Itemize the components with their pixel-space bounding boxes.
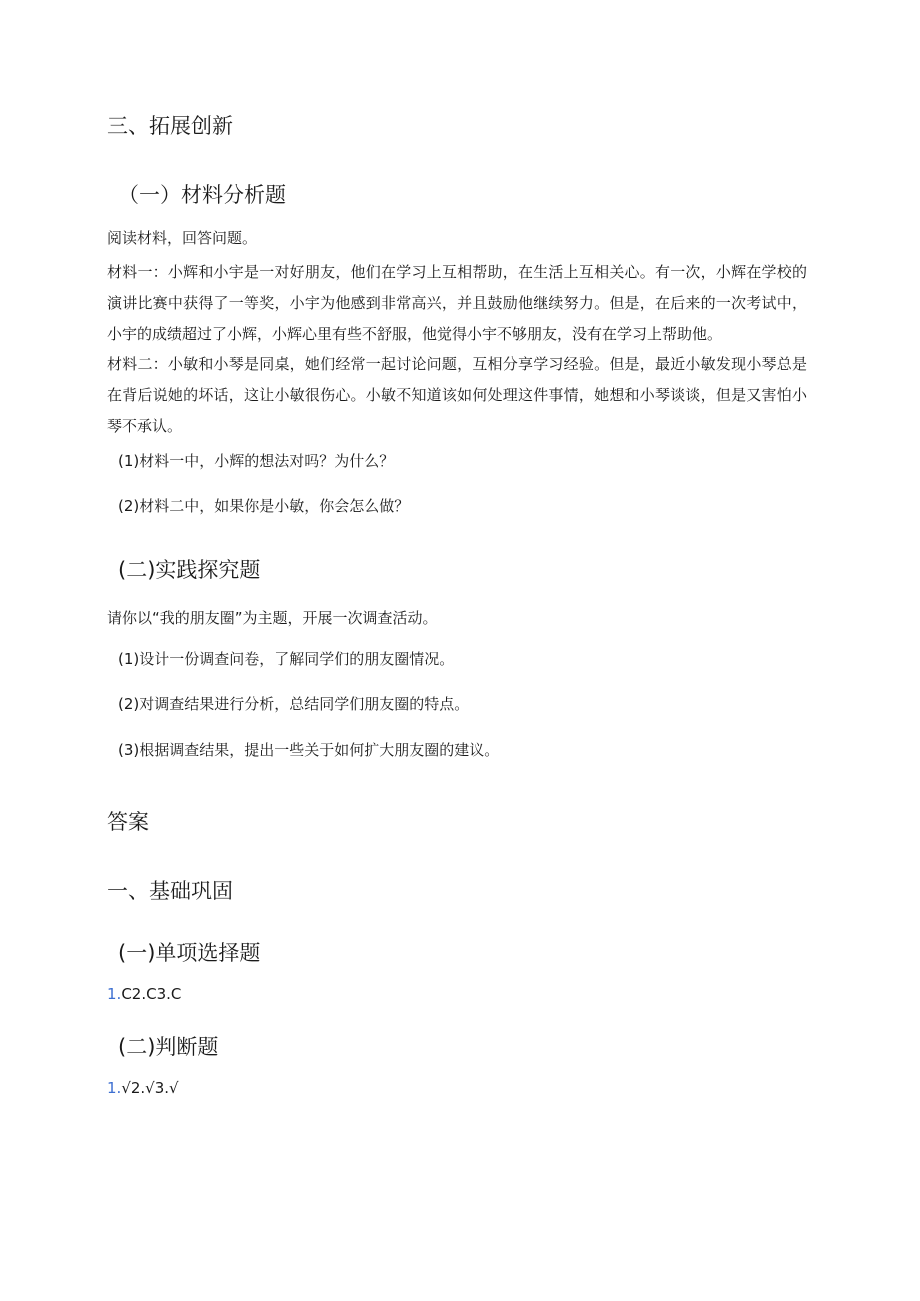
material-intro: 阅读材料，回答问题。 bbox=[107, 229, 258, 247]
practice-question-one: (1)设计一份调查问卷，了解同学们的朋友圈情况。 bbox=[118, 650, 455, 668]
practice-question-three: (3)根据调查结果，提出一些关于如何扩大朋友圈的建议。 bbox=[118, 741, 500, 759]
single-choice-answers bbox=[107, 982, 181, 1006]
material-one-paragraph: 材料一：小辉和小宇是一对好朋友，他们在学习上互相帮助，在生活上互相关心。有一次，小辉在学校的演讲比赛中获得了一等奖，小宇为他感到非常高兴，并且鼓励他继续努力。但是，在后来的一次考试中，小宇的成绩超过了小辉，小辉心里有些不舒服，他觉得小宇不够朋友，没有在学习上帮助他。 bbox=[107, 263, 807, 343]
answers-basic-title: 一、基础巩固 bbox=[107, 879, 233, 903]
section-title-expand: 三、拓展创新 bbox=[107, 114, 233, 138]
practice-question-two: (2)对调查结果进行分析，总结同学们朋友圈的特点。 bbox=[118, 695, 470, 713]
single-choice-answer-prefix: 1. bbox=[107, 985, 122, 1003]
subsection-title-practice: (二)实践探究题 bbox=[118, 558, 261, 582]
judge-answers bbox=[107, 1076, 179, 1100]
material-two-paragraph: 材料二：小敏和小琴是同桌，她们经常一起讨论问题，互相分享学习经验。但是，最近小敏发现小琴总是在背后说她的坏话，这让小敏很伤心。小敏不知道该如何处理这件事情，她想和小琴谈谈，但是又害怕小琴不承认。 bbox=[107, 355, 807, 435]
subsection-title-material: （一）材料分析题 bbox=[118, 183, 286, 207]
answers-judge-title: (二)判断题 bbox=[118, 1035, 219, 1059]
question-two: (2)材料二中，如果你是小敏，你会怎么做？ bbox=[118, 497, 410, 515]
answers-title: 答案 bbox=[107, 810, 149, 834]
answers-single-choice-title: (一)单项选择题 bbox=[118, 941, 261, 965]
practice-intro: 请你以“我的朋友圈”为主题，开展一次调查活动。 bbox=[107, 609, 438, 627]
question-one: (1)材料一中，小辉的想法对吗？为什么？ bbox=[118, 452, 395, 470]
judge-answer-rest: √2.√3.√ bbox=[121, 1079, 179, 1097]
judge-answer-prefix: 1. bbox=[107, 1079, 122, 1097]
single-choice-answer-rest: C2.C3.C bbox=[121, 985, 182, 1003]
